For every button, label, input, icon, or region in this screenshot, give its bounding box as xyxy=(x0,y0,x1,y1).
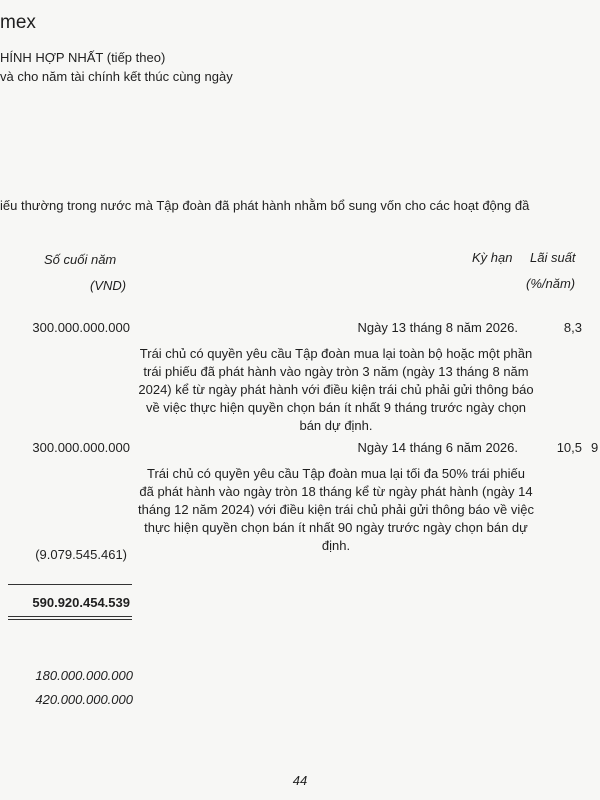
subtotal-rule xyxy=(8,584,132,585)
row-1-rate: 8,3 xyxy=(563,320,582,335)
row-2-term: Ngày 14 tháng 6 năm 2026. xyxy=(357,440,518,455)
page-number: 44 xyxy=(292,773,308,788)
row-2-note: Trái chủ có quyền yêu cầu Tập đoàn mua lại tối đa 50% trái phiếu đã phát hành vào ngày tròn 18 tháng kể từ ngày phát hành (ngày 14 tháng 12 năm 2024) với điều kiện trái chủ phải gửi thông báo về việc thực hiện quyền chọn bán ít nhất 90 ngày trước ngày chọn bán dự định. xyxy=(138,466,534,553)
amount-column-header: Số cuối năm xyxy=(44,252,117,267)
breakdown-current: 180.000.000.000 xyxy=(35,668,133,683)
breakdown-noncurrent: 420.000.000.000 xyxy=(35,692,133,707)
row-2-amount: 300.000.000.000 xyxy=(32,440,130,455)
adjustment-amount: (9.079.545.461) xyxy=(35,547,127,562)
term-column-header: Kỳ hạn xyxy=(472,250,513,265)
row-2-rate: 10,5 xyxy=(556,440,582,455)
row-1-term: Ngày 13 tháng 8 năm 2026. xyxy=(357,320,518,335)
total-double-rule-top xyxy=(8,616,132,617)
amount-unit-header: (VND) xyxy=(90,278,127,293)
row-1-amount: 300.000.000.000 xyxy=(32,320,130,335)
rate-column-header: Lãi suất xyxy=(530,250,576,265)
total-double-rule-bottom xyxy=(8,619,132,620)
intro-paragraph: iếu thường trong nước mà Tập đoàn đã phát hành nhằm bổ sung vốn cho các hoạt động đầ xyxy=(0,198,530,213)
row-2-rate-extra: 9 xyxy=(591,440,599,455)
company-name: mex xyxy=(0,12,36,33)
statement-title: HÍNH HỢP NHẤT (tiếp theo) xyxy=(0,50,166,65)
row-1-note: Trái chủ có quyền yêu cầu Tập đoàn mua lại toàn bộ hoặc một phần trái phiếu đã phát hành vào ngày tròn 3 năm (ngày 13 tháng 8 năm 2024) kể từ ngày phát hành với điều kiện trái chủ phải gửi thông báo về việc thực hiện quyền chọn bán ít nhất 9 tháng trước ngày chọn bán dự định. xyxy=(138,346,534,433)
rate-unit-header: (%/năm) xyxy=(526,276,576,291)
total-amount: 590.920.454.539 xyxy=(32,595,130,610)
statement-period: và cho năm tài chính kết thúc cùng ngày xyxy=(0,69,233,84)
